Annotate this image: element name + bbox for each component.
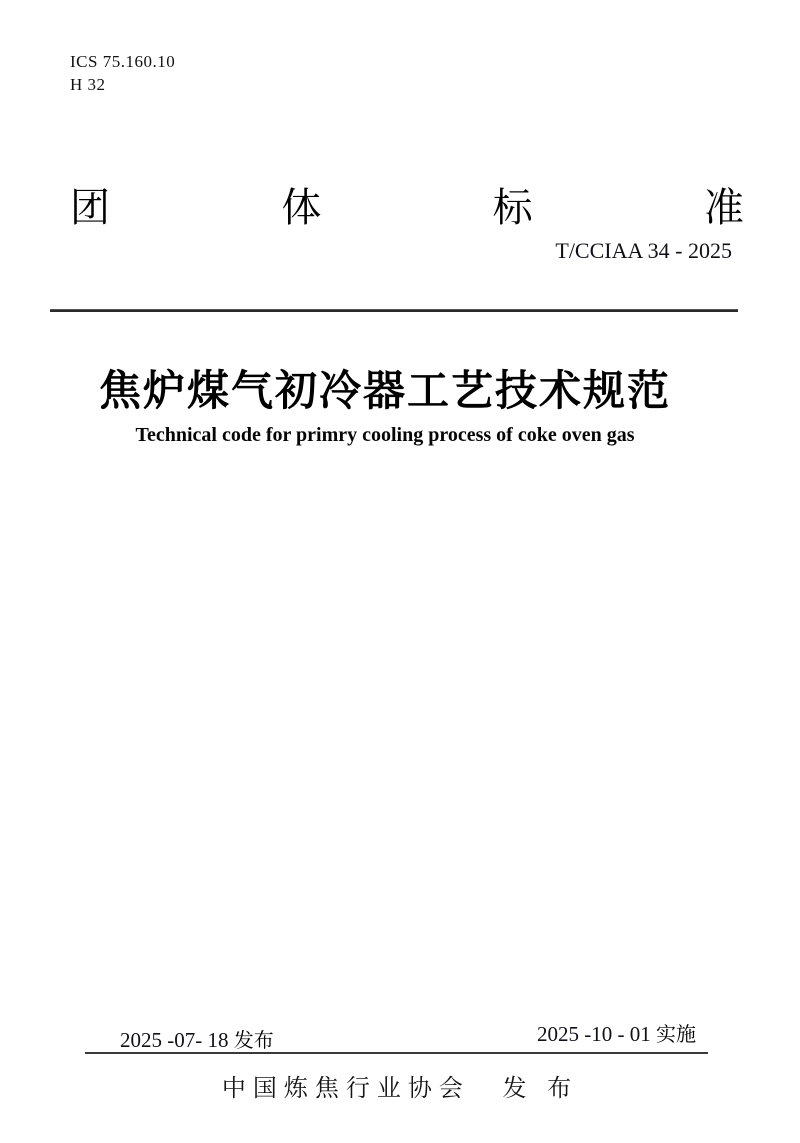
issue-date-value: 2025 -07- 18 [120, 1028, 229, 1052]
implementation-date-label: 实施 [656, 1024, 696, 1046]
standard-type-char: 标 [492, 185, 533, 230]
page-title: 焦炉煤气初冷器工艺技术规范 [98, 367, 671, 414]
issue-date-label: 发布 [233, 1030, 274, 1052]
page-title-english: Technical code for primry cooling process of coke oven gas [135, 424, 635, 446]
classification-code: H 32 [70, 75, 106, 94]
document-number: T/CCIAA 34 - 2025 [555, 238, 732, 263]
implementation-date-value: 2025 -10 - 01 [537, 1022, 651, 1046]
publisher-row [0, 1068, 800, 1103]
implementation-date [537, 1018, 696, 1047]
issue-date [120, 1024, 274, 1053]
ics-block [70, 50, 175, 96]
standard-type-heading [70, 176, 744, 233]
publisher-action: 发 布 [502, 1075, 579, 1102]
ics-code: ICS 75.160.10 [70, 52, 176, 71]
header-rule [50, 309, 738, 312]
publisher-name: 中国炼焦行业协会 [221, 1075, 470, 1102]
standard-type-char: 准 [703, 185, 744, 230]
standard-type-char: 团 [70, 185, 110, 230]
standard-type-char: 体 [281, 185, 322, 230]
footer-rule [85, 1052, 708, 1054]
